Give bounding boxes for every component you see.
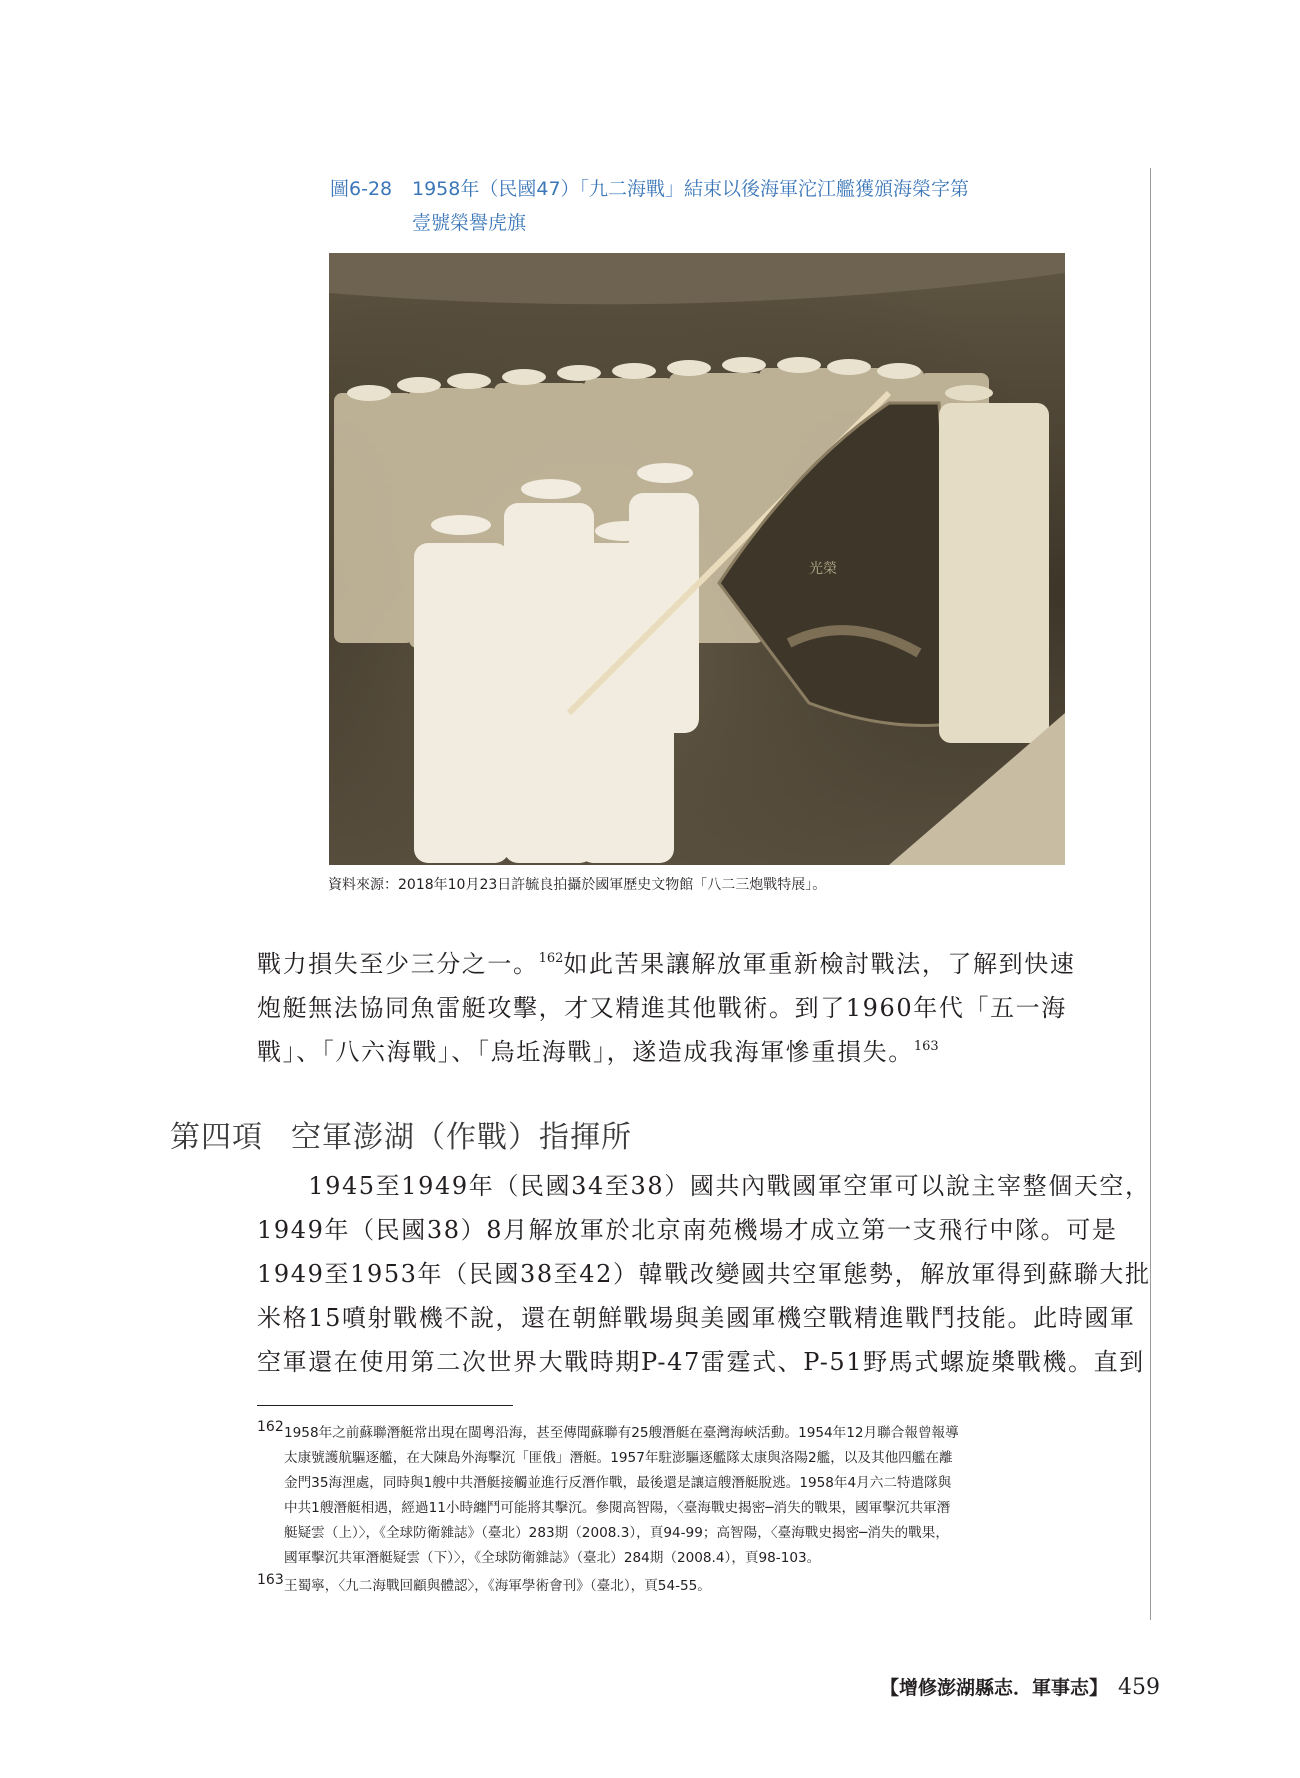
footnote-ref-163[interactable]: 163 xyxy=(913,1039,939,1054)
section-heading xyxy=(170,1112,632,1156)
body-main-line-5: 空軍還在使用第二次世界大戰時期P-47雷霆式、P-51野馬式螺旋槳戰機。直到 xyxy=(257,1348,1145,1376)
flag-text: 光榮 xyxy=(809,561,837,577)
footnote-162-line: 金門35海浬處，同時與1艘中共潛艇接觸並進行反潛作戰，最後還是讓這艘潛艇脫逃。1958年4月六二特遣隊與 xyxy=(284,1475,952,1491)
page-footer xyxy=(880,1673,1161,1700)
book-title: 【增修澎湖縣志．軍事志】 xyxy=(880,1677,1109,1699)
footnote-162-line: 國軍擊沉共軍潛艇疑雲（下）〉，《全球防衛雜誌》（臺北）284期（2008.4），頁98-103。 xyxy=(284,1550,821,1566)
caption-line-1: 1958年（民國47）「九二海戰」結束以後海軍沱江艦獲頒海榮字第 xyxy=(412,178,970,200)
figure-number: 圖6-28 xyxy=(330,178,393,200)
footnote-162-line: 太康號護航驅逐艦，在大陳島外海擊沉「匪俄」潛艇。1957年駐澎驅逐艦隊太康與洛陽2艦，以及其他四艦在離 xyxy=(284,1450,953,1466)
body-line-1: 戰力損失至少三分之一。$^{162}$如此苦果讓解放軍重新檢討戰法，了解到快速 xyxy=(257,950,1076,978)
heading-label: 第四項 xyxy=(170,1120,263,1155)
body-line-3: 戰」、「八六海戰」、「烏坵海戰」，遂造成我海軍慘重損失。$^{163}$ xyxy=(257,1038,939,1066)
footnote-ref-162[interactable]: 162 xyxy=(538,951,564,966)
body-main-line-4: 米格15噴射戰機不說，還在朝鮮戰場與美國軍機空戰精進戰鬥技能。此時國軍 xyxy=(257,1304,1136,1332)
body-main-line-1: 1945至1949年（民國34至38）國共內戰國軍空軍可以說主宰整個天空， xyxy=(257,1172,1151,1200)
photo-source: 資料來源：2018年10月23日許毓良拍攝於國軍歷史文物館「八二三炮戰特展」。 xyxy=(328,877,827,893)
body-main-line-3: 1949至1953年（民國38至42）韓戰改變國共空軍態勢，解放軍得到蘇聯大批 xyxy=(257,1260,1151,1288)
footnote-162-line: 艇疑雲（上）〉，《全球防衛雜誌》（臺北）283期（2008.3），頁94-99；高智陽，〈臺海戰史揭密─消失的戰果， xyxy=(284,1525,949,1541)
footnote-number-163: 163 xyxy=(257,1572,284,1588)
body-main-line-2: 1949年（民國38）8月解放軍於北京南苑機場才成立第一支飛行中隊。可是 xyxy=(257,1216,1118,1244)
caption-line-2: 壹號榮譽虎旗 xyxy=(412,212,527,234)
margin-rule xyxy=(1150,168,1151,1620)
footnote-number-162: 162 xyxy=(257,1419,284,1435)
heading-title: 空軍澎湖（作戰）指揮所 xyxy=(291,1120,632,1155)
historical-photo xyxy=(329,253,1065,865)
footnote-163-line: 王蜀寧，〈九二海戰回顧與體認〉，《海軍學術會刊》（臺北），頁54-55。 xyxy=(284,1578,711,1594)
body-line-2: 炮艇無法協同魚雷艇攻擊，才又精進其他戰術。到了1960年代「五一海 xyxy=(257,994,1067,1022)
right-figures xyxy=(939,385,1049,743)
footnote-rule xyxy=(257,1405,513,1406)
footnote-162-line: 中共1艘潛艇相遇，經過11小時纏鬥可能將其擊沉。參閱高智陽，〈臺海戰史揭密─消失的戰果，國軍擊沉共軍潛 xyxy=(284,1500,951,1516)
footnote-162-line: 1958年之前蘇聯潛艇常出現在閩粵沿海，甚至傳聞蘇聯有25艘潛艇在臺灣海峽活動。1954年12月聯合報曾報導 xyxy=(284,1425,959,1441)
front-officers xyxy=(414,463,699,863)
page-number: 459 xyxy=(1118,1675,1161,1700)
